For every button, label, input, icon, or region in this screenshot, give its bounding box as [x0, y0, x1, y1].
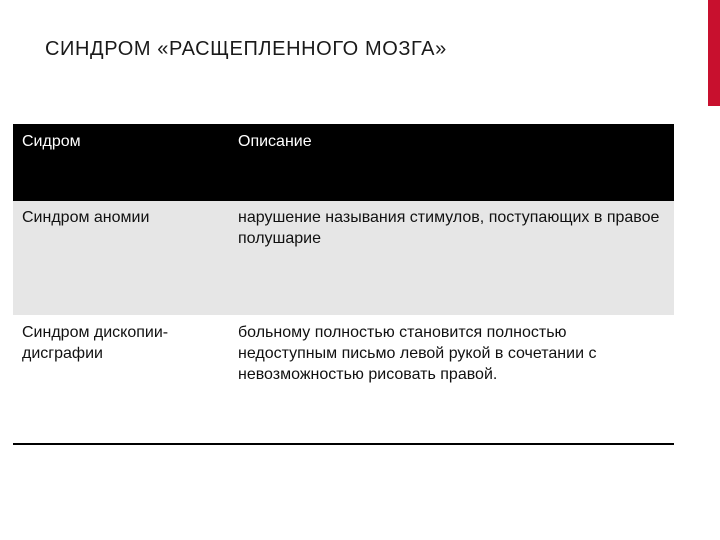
- slide-title: СИНДРОМ «РАСЩЕПЛЕННОГО МОЗГА»: [45, 38, 447, 60]
- syndrome-table: [13, 124, 674, 445]
- description-cell: больному полностью становится полностью недоступным письмо левой рукой в сочетании с невозможностью рисовать правой.: [238, 324, 597, 383]
- table-row: [13, 315, 674, 444]
- header-description: Описание: [238, 133, 312, 150]
- header-syndrome: Сидром: [22, 133, 81, 150]
- syndrome-cell: Синдром дископии-дисграфии: [22, 324, 169, 362]
- table-header-row: [13, 124, 674, 201]
- accent-bar: [708, 0, 720, 106]
- table-row: [13, 201, 674, 315]
- syndrome-cell: Синдром аномии: [22, 209, 150, 226]
- description-cell: нарушение называния стимулов, поступающих в правое полушарие: [238, 209, 660, 247]
